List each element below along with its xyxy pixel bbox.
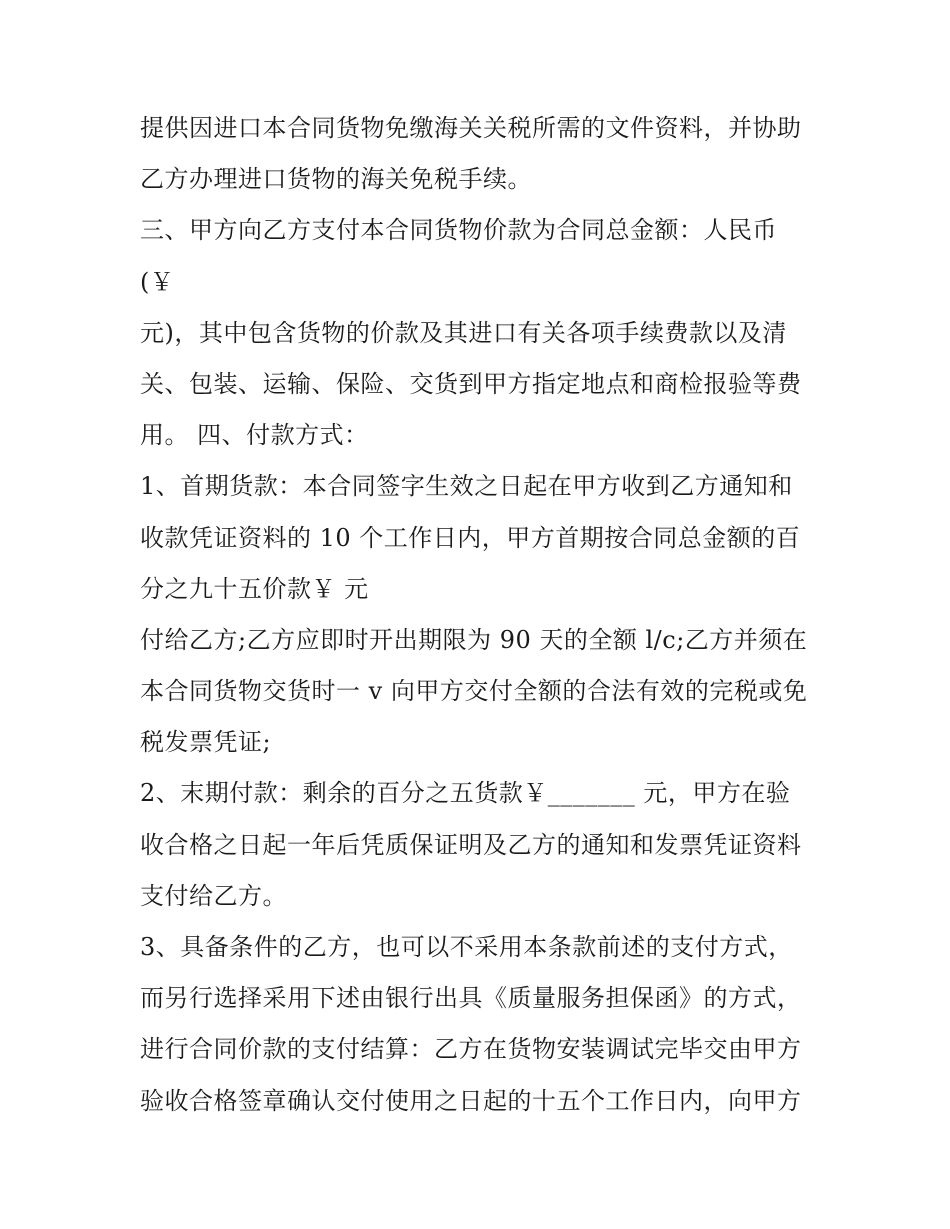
- document-body: [140, 103, 830, 1127]
- text-line: 分之九十五价款￥ 元: [140, 574, 369, 603]
- text-line: 提供因进口本合同货物免缴海关关税所需的文件资料，并协助: [140, 114, 802, 142]
- text-line: 本合同货物交货时一 v 向甲方交付全额的合法有效的完税或免: [140, 677, 808, 706]
- text-line: 收合格之日起一年后凭质保证明及乙方的通知和发票凭证资料: [140, 830, 802, 859]
- text-line: 1、首期货款：本合同签字生效之日起在甲方收到乙方通知和: [140, 472, 793, 501]
- text-line: 支付给乙方。: [140, 881, 287, 910]
- text-line: 税发票凭证;: [140, 728, 272, 757]
- text-line: (￥: [140, 267, 175, 296]
- text-line: 乙方办理进口货物的海关免税手续。: [140, 165, 532, 194]
- text-line: 2、末期付款：剩余的百分之五货款￥_______ 元，甲方在验: [140, 779, 791, 808]
- text-line: 验收合格签章确认交付使用之日起的十五个工作日内，向甲方: [140, 1086, 802, 1115]
- text-line: 三、甲方向乙方支付本合同货物价款为合同总金额：人民币: [140, 216, 777, 245]
- text-line: 收款凭证资料的 10 个工作日内，甲方首期按合同总金额的百: [140, 523, 801, 552]
- text-line: 进行合同价款的支付结算：乙方在货物安装调试完毕交由甲方: [140, 1035, 802, 1064]
- text-line: 而另行选择采用下述由银行出具《质量服务担保函》的方式，: [140, 984, 802, 1013]
- text-line: 3、具备条件的乙方，也可以不采用本条款前述的支付方式，: [140, 933, 793, 961]
- text-line: 用。 四、付款方式：: [140, 421, 369, 450]
- text-line: 付给乙方;乙方应即时开出期限为 90 天的全额 l/c;乙方并须在: [140, 625, 808, 654]
- text-line: 关、包装、运输、保险、交货到甲方指定地点和商检报验等费: [140, 369, 802, 398]
- text-line: 元)，其中包含货物的价款及其进口有关各项手续费款以及清: [140, 318, 787, 347]
